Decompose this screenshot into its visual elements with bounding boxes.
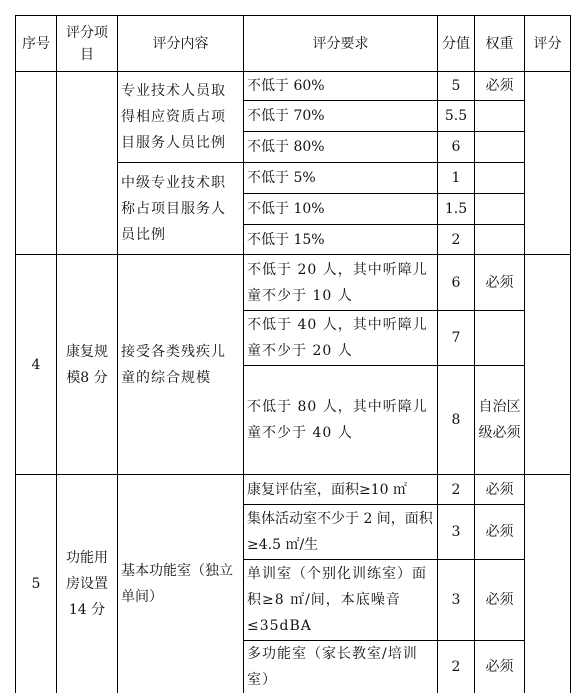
requirement-cell: 不低于 80% — [244, 132, 438, 163]
score-cell: 7 — [438, 311, 475, 366]
rating-cell — [525, 255, 571, 475]
requirement-cell: 集体活动室不少于 2 间，面积≥4.5 ㎡/生 — [244, 505, 438, 560]
item-cell: 康复规模8 分 — [57, 255, 118, 475]
weight-cell: 必须 — [475, 505, 525, 560]
scoring-table — [15, 15, 571, 693]
weight-cell: 必须 — [475, 72, 525, 101]
header-row — [16, 16, 571, 72]
requirement-cell: 不低于 10% — [244, 194, 438, 225]
rating-cell — [525, 475, 571, 693]
weight-cell — [475, 311, 525, 366]
score-cell: 3 — [438, 505, 475, 560]
content-cell: 中级专业技术职称占项目服务人员比例 — [118, 163, 244, 255]
header-item: 评分项目 — [57, 16, 118, 72]
index-cell: 4 — [16, 255, 57, 475]
requirement-cell: 康复评估室，面积≥10 ㎡ — [244, 475, 438, 505]
header-score: 分值 — [438, 16, 475, 72]
requirement-cell: 不低于 15% — [244, 225, 438, 255]
weight-cell: 必须 — [475, 560, 525, 641]
requirement-cell: 不低于 40 人，其中听障儿童不少于 20 人 — [244, 311, 438, 366]
header-content: 评分内容 — [118, 16, 244, 72]
weight-cell — [475, 225, 525, 255]
header-rating: 评分 — [525, 16, 571, 72]
score-cell: 3 — [438, 560, 475, 641]
table-row — [16, 475, 571, 505]
score-cell: 6 — [438, 132, 475, 163]
table-row — [16, 255, 571, 311]
requirement-cell: 单训室（个别化训练室）面积≥8 ㎡/间，本底噪音≤35dBA — [244, 560, 438, 641]
content-cell: 基本功能室（独立单间） — [118, 475, 244, 693]
item-cell-empty — [57, 72, 118, 255]
rating-cell — [525, 72, 571, 255]
weight-cell — [475, 163, 525, 194]
score-cell: 2 — [438, 641, 475, 693]
requirement-cell: 不低于 70% — [244, 101, 438, 132]
header-index: 序号 — [16, 16, 57, 72]
score-cell: 1 — [438, 163, 475, 194]
table-row — [16, 72, 571, 101]
weight-cell — [475, 132, 525, 163]
item-cell: 功能用房设置14 分 — [57, 475, 118, 693]
requirement-cell: 不低于 80 人，其中听障儿童不少于 40 人 — [244, 366, 438, 475]
score-cell: 5.5 — [438, 101, 475, 132]
header-requirement: 评分要求 — [244, 16, 438, 72]
content-cell: 接受各类残疾儿童的综合规模 — [118, 255, 244, 475]
requirement-cell: 多功能室（家长教室/培训室） — [244, 641, 438, 693]
score-cell: 6 — [438, 255, 475, 311]
scoring-table-container — [15, 15, 571, 693]
requirement-cell: 不低于 5% — [244, 163, 438, 194]
weight-cell: 必须 — [475, 641, 525, 693]
weight-cell: 必须 — [475, 255, 525, 311]
requirement-cell: 不低于 20 人，其中听障儿童不少于 10 人 — [244, 255, 438, 311]
score-cell: 5 — [438, 72, 475, 101]
weight-cell: 必须 — [475, 475, 525, 505]
requirement-cell: 不低于 60% — [244, 72, 438, 101]
header-weight: 权重 — [475, 16, 525, 72]
score-cell: 1.5 — [438, 194, 475, 225]
score-cell: 2 — [438, 475, 475, 505]
content-cell: 专业技术人员取得相应资质占项目服务人员比例 — [118, 72, 244, 163]
weight-cell — [475, 101, 525, 132]
weight-cell: 自治区级必须 — [475, 366, 525, 475]
score-cell: 8 — [438, 366, 475, 475]
index-cell: 5 — [16, 475, 57, 693]
weight-cell — [475, 194, 525, 225]
index-cell-empty — [16, 72, 57, 255]
score-cell: 2 — [438, 225, 475, 255]
